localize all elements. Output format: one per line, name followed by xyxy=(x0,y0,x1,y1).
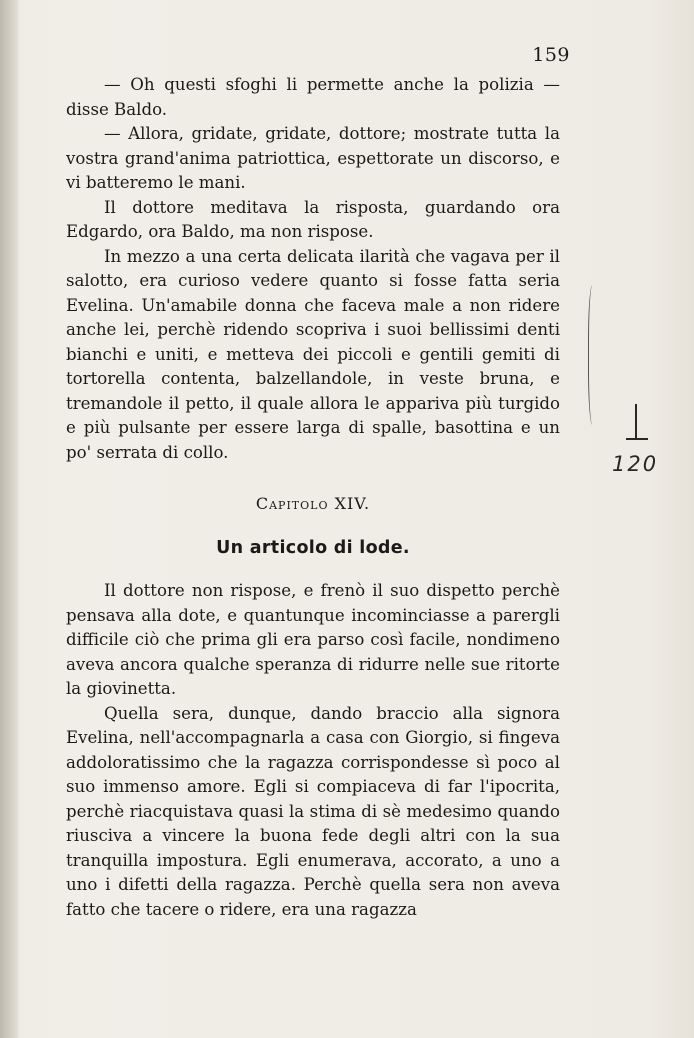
insert-mark-foot xyxy=(626,438,648,440)
paragraph: Il dottore meditava la risposta, guardando ora Edgardo, ora Baldo, ma non rispose. xyxy=(66,197,560,241)
section-title: Un articolo di lode. xyxy=(216,538,410,558)
page-number: 159 xyxy=(532,44,570,66)
chapter-heading xyxy=(66,494,560,513)
paragraph: — Allora, gridate, gridate, dottore; mostrate tutta la vostra grand'anima patriottica, espettorate un discorso, e vi batteremo le mani. xyxy=(66,124,560,192)
paragraph: Il dottore non rispose, e frenò il suo dispetto perchè pensava alla dote, e quantunque incominciasse a parergli difficile ciò che prima gli era parso così facile, nondimeno aveva ancora qualche speranza di ridurre nelle sue ritorte la giovinetta. xyxy=(66,581,560,698)
margin-insert-mark xyxy=(626,404,646,444)
text-block-bottom xyxy=(66,579,560,922)
margin-handwritten-note: 120 xyxy=(612,452,659,476)
chapter-label: Capitolo xyxy=(255,494,329,513)
paragraph: Quella sera, dunque, dando braccio alla signora Evelina, nell'accompagnarla a casa con Giorgio, si fingeva addoloratissimo che la ragazza corrispondesse sì poco al suo immenso amore. Egli si compiaceva di far l'ipocrita, perchè riacquistava quasi la stima di sè medesimo quando riusciva a vincere la buona fede degli altri con la sua tranquilla impostura. Egli enumerava, accorato, a uno a uno i difetti della ragazza. Perchè quella sera non aveva fatto che tacere o ridere, era una ragazza xyxy=(66,703,560,919)
paragraph: In mezzo a una certa delicata ilarità che vagava per il salotto, era curioso vedere quanto si fosse fatta seria Evelina. Un'amabile donna che faceva male a non ridere anche lei, perchè ridendo scopriva i suoi bellissimi denti bianchi e uniti, e metteva dei piccoli e gentili gemiti di tortorella contenta, balzellandole, in veste bruna, e tremandole il petto, il quale allora le appariva più turgido e più pulsante per essere larga di spalle, basottina e un po' serrata di collo. xyxy=(66,246,560,462)
insert-mark-stem xyxy=(635,404,637,438)
chapter-number: XIV. xyxy=(334,494,371,513)
text-block-top xyxy=(66,73,560,465)
paragraph: — Oh questi sfoghi li permette anche la polizia — disse Baldo. xyxy=(66,75,560,119)
margin-bracket-mark xyxy=(588,285,599,425)
page-binding-edge xyxy=(0,0,18,1038)
